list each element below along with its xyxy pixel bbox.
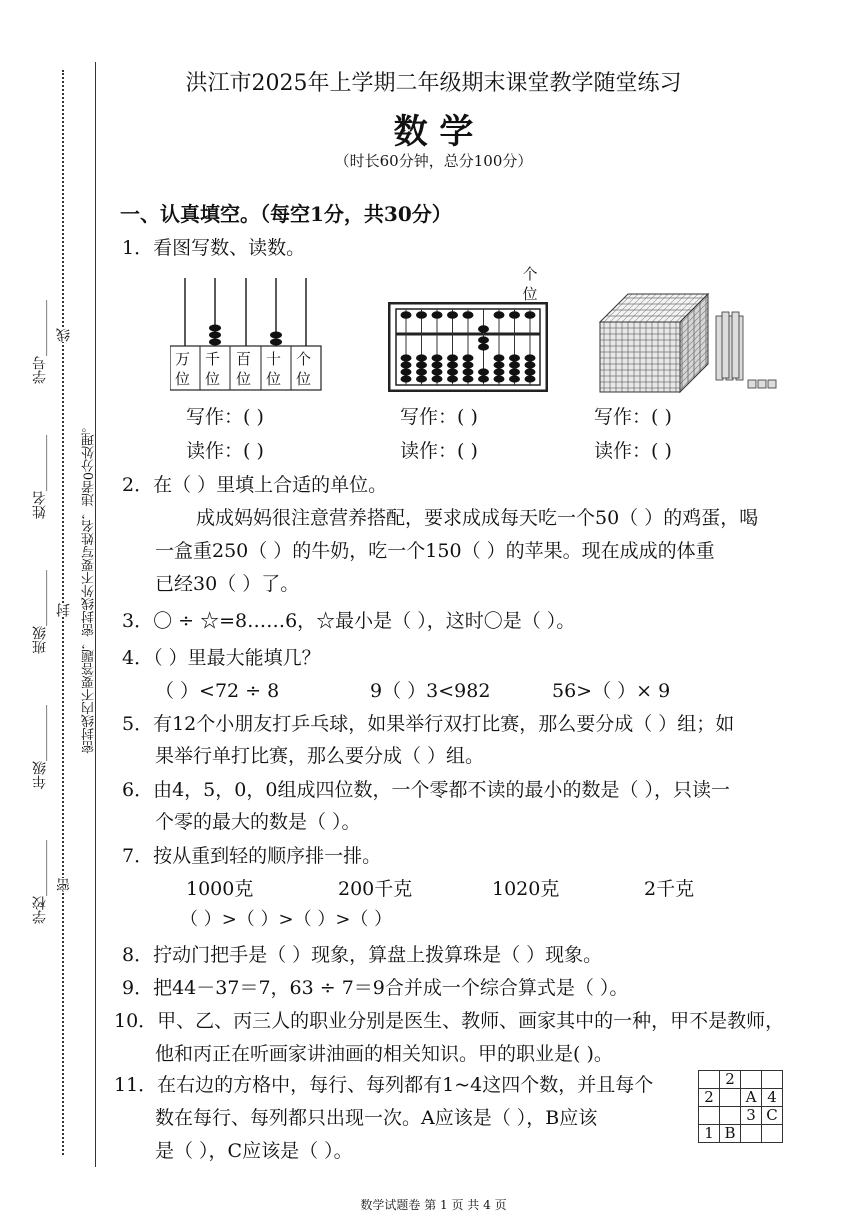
q7-item-3: 1020克 <box>492 878 560 900</box>
q3-text[interactable]: 3．〇 ÷ ☆=8……6，☆最小是（ ），这时〇是（ ）。 <box>122 610 576 632</box>
suanpan-bead <box>525 354 536 361</box>
q4-item-3[interactable]: 56>（ ）× 9 <box>552 680 671 702</box>
q1-read-1[interactable]: 读作：( ) <box>186 440 264 462</box>
suanpan-bead <box>478 343 489 350</box>
q1-read-3[interactable]: 读作：( ) <box>594 440 672 462</box>
exam-note: （时长60分钟，总分100分） <box>334 152 533 170</box>
q1-read-2[interactable]: 读作：( ) <box>400 440 478 462</box>
grid-cell: 2 <box>699 1089 720 1107</box>
q4-item-2[interactable]: 9（ ）3<982 <box>370 680 491 702</box>
q9-text[interactable]: 9．把44－37＝7，63 ÷ 7＝9合并成一个综合算式是（ ）。 <box>122 977 629 999</box>
grid-cell <box>762 1125 783 1143</box>
suanpan-bead <box>447 375 458 382</box>
q6-line2[interactable]: 个零的最大的数是（ ）。 <box>155 811 361 833</box>
abacus-label: 千位 <box>205 350 221 388</box>
subject-title: 数 学 <box>393 112 474 152</box>
seal-char-close: 密 <box>56 878 72 892</box>
suanpan-bead <box>463 361 474 368</box>
section-1-title: 一、认真填空。（每空1分，共30分） <box>120 202 452 226</box>
suanpan-bead <box>416 361 427 368</box>
q11-line2[interactable]: 数在每行、每列都只出现一次。A应该是（ ），B应该 <box>155 1107 598 1129</box>
suanpan-bead <box>463 375 474 382</box>
abacus-label: 十位 <box>266 350 282 388</box>
suanpan-bead <box>447 311 458 319</box>
suanpan-bead <box>525 375 536 382</box>
grid-cell <box>720 1089 741 1107</box>
suanpan-bead <box>463 311 474 319</box>
suanpan-bead <box>525 368 536 375</box>
grid-cell: 2 <box>720 1071 741 1089</box>
seal-notice: 密封线内不要答题，密封线外不要写姓名，违者0分处理。 <box>82 420 97 754</box>
suanpan-bead <box>525 361 536 368</box>
suanpan-bead <box>478 336 489 343</box>
grid-cell: 3 <box>741 1107 762 1125</box>
suanpan-bead <box>416 354 427 361</box>
suanpan-bead <box>447 368 458 375</box>
suanpan-figure <box>388 302 548 392</box>
suanpan-bead <box>525 311 536 319</box>
q7-item-1: 1000克 <box>186 878 254 900</box>
q2-line3[interactable]: 已经30（ ）了。 <box>155 573 300 595</box>
name-field[interactable]: 姓名________ <box>32 435 48 519</box>
suanpan-bead <box>509 375 520 382</box>
suanpan-bead <box>494 375 505 382</box>
q2-line1[interactable]: 成成妈妈很注意营养搭配，要求成成每天吃一个50（ ）的鸡蛋，喝 <box>196 507 759 529</box>
school-field[interactable]: 学校________ <box>32 840 48 924</box>
grid-cell: A <box>741 1089 762 1107</box>
q10-line1: 10．甲、乙、丙三人的职业分别是医生、教师、画家其中的一种，甲不是教师， <box>114 1010 785 1032</box>
q11-line3[interactable]: 是（ ），C应该是（ ）。 <box>155 1140 353 1162</box>
student-id-field[interactable]: 学号________ <box>32 300 48 384</box>
q2-line2[interactable]: 一盒重250（ ）的牛奶，吃一个150（ ）的苹果。现在成成的体重 <box>155 540 715 562</box>
page-footer: 数学试题卷 第 1 页 共 4 页 <box>360 1198 507 1212</box>
suanpan-bead <box>401 311 412 319</box>
q4-item-1[interactable]: （ ）<72 ÷ 8 <box>155 680 280 702</box>
grid-cell <box>699 1107 720 1125</box>
suanpan-bead <box>463 354 474 361</box>
q1-write-2[interactable]: 写作：( ) <box>400 406 478 428</box>
q4-text: 4．（ ）里最大能填几？ <box>122 647 321 669</box>
suanpan-bead <box>401 354 412 361</box>
exam-title: 洪江市2025年上学期二年级期末课堂教学随堂练习 <box>185 71 682 96</box>
abacus-label: 个位 <box>296 350 312 388</box>
latin-square-grid <box>698 1070 783 1143</box>
suanpan-bead <box>416 375 427 382</box>
suanpan-bead <box>432 354 443 361</box>
suanpan-bead <box>509 368 520 375</box>
suanpan-bead <box>432 311 443 319</box>
q7-order-line[interactable]: （ ）>（ ）>（ ）>（ ） <box>180 909 393 930</box>
seal-char-line: 线 <box>56 328 72 342</box>
suanpan-bead <box>509 354 520 361</box>
grid-cell <box>741 1071 762 1089</box>
q1-text: 1．看图写数、读数。 <box>122 237 306 259</box>
suanpan-bead <box>432 375 443 382</box>
suanpan-bead <box>494 354 505 361</box>
grade-field[interactable]: 年级________ <box>32 705 48 789</box>
suanpan-bead <box>478 325 489 333</box>
abacus-label: 万位 <box>175 350 191 388</box>
suanpan-bead <box>478 368 489 375</box>
suanpan-bead <box>416 368 427 375</box>
grid-cell <box>741 1125 762 1143</box>
q2-text: 2．在（ ）里填上合适的单位。 <box>122 474 388 496</box>
grid-cell <box>762 1071 783 1089</box>
suanpan-bead <box>494 368 505 375</box>
q7-item-2: 200千克 <box>338 878 413 900</box>
q10-line2[interactable]: 他和丙正在听画家讲油画的相关知识。甲的职业是( )。 <box>155 1043 613 1065</box>
suanpan-bead <box>494 311 505 319</box>
q11-line1: 11．在右边的方格中，每行、每列都有1~4这四个数，并且每个 <box>114 1074 654 1096</box>
q1-write-1[interactable]: 写作：( ) <box>186 406 264 428</box>
grid-cell: 4 <box>762 1089 783 1107</box>
q8-text[interactable]: 8．拧动门把手是（ ）现象，算盘上拨算珠是（ ）现象。 <box>122 944 603 966</box>
cube-blocks-figure <box>598 292 788 394</box>
q7-text: 7．按从重到轻的顺序排一排。 <box>122 845 382 867</box>
suanpan-bead <box>494 361 505 368</box>
grid-cell <box>720 1107 741 1125</box>
suanpan-bead <box>509 361 520 368</box>
abacus-label: 百位 <box>236 350 252 388</box>
grid-cell <box>699 1071 720 1089</box>
q1-write-3[interactable]: 写作：( ) <box>594 406 672 428</box>
suanpan-bead <box>463 368 474 375</box>
q5-line1[interactable]: 5．有12个小朋友打乒乓球，如果举行双打比赛，那么要分成（ ）组；如 <box>122 713 735 735</box>
suanpan-bead <box>401 375 412 382</box>
q5-line2[interactable]: 果举行单打比赛，那么要分成（ ）组。 <box>155 745 485 767</box>
suanpan-bead <box>401 361 412 368</box>
suanpan-bead <box>432 361 443 368</box>
suanpan-bead <box>478 375 489 382</box>
q6-line1[interactable]: 6．由4，5，0，0组成四位数，一个零都不读的最小的数是（ ），只读一 <box>122 779 730 801</box>
grid-cell: B <box>720 1125 741 1143</box>
suanpan-bead <box>447 354 458 361</box>
suanpan-bead <box>401 368 412 375</box>
suanpan-bead <box>432 368 443 375</box>
grid-cell: C <box>762 1107 783 1125</box>
grid-cell: 1 <box>699 1125 720 1143</box>
q7-item-4: 2千克 <box>644 878 695 900</box>
suanpan-bead <box>509 311 520 319</box>
suanpan-bead <box>416 311 427 319</box>
suanpan-label: 个位 <box>522 265 538 303</box>
suanpan-bead <box>447 361 458 368</box>
seal-char-seal: 封 <box>56 603 72 617</box>
class-field[interactable]: 班级________ <box>32 570 48 654</box>
